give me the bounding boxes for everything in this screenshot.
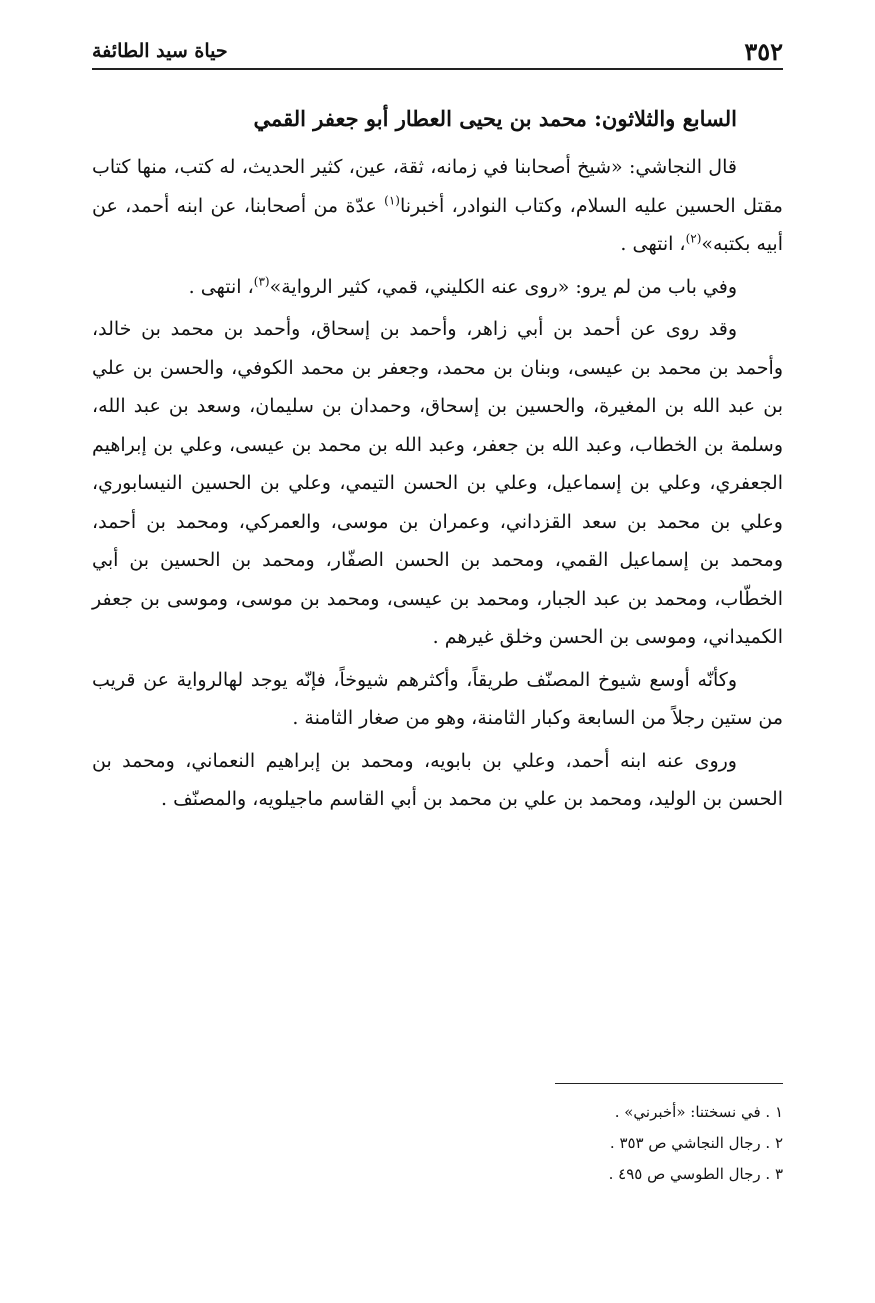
p1-text-c: ، انتهى .: [620, 233, 686, 255]
footnote-2: ٢ . رجال النجاشي ص ٣٥٣ .: [609, 1134, 783, 1152]
paragraph-students: وروى عنه ابنه أحمد، وعلي بن بابويه، ومحمد بن إبراهيم النعماني، ومحمد بن الحسن بن الوليد، ومحمد بن علي بن محمد بن أبي القاسم ماجيلويه، والمصنّف .: [92, 749, 783, 810]
page-number: ٣٥٢: [744, 36, 783, 66]
footnotes: [92, 1097, 783, 1190]
p2-text-a: وفي باب من لم يرو: «روى عنه الكليني، قمي، كثير الرواية»: [269, 275, 737, 298]
footnote-3: ٣ . رجال الطوسي ص ٤٩٥ .: [608, 1165, 783, 1183]
paragraph-najashi-quote: [92, 148, 783, 264]
footnote-separator: [555, 1083, 783, 1084]
section-heading: السابع والثلاثون: محمد بن يحيى العطار أبو جعفر القمي: [253, 106, 737, 131]
footnote-1: ١ . في نسختنا: «أخبرني» .: [614, 1103, 783, 1121]
running-header: [92, 34, 783, 70]
paragraph-assessment: وكأنّه أوسع شيوخ المصنّف طريقاً، وأكثرهم شيوخاً، فإنّه يوجد لهالرواية عن قريب من ستين رجلاً من السابعة وكبار الثامنة، وهو من صغار الثامنة .: [92, 668, 783, 729]
paragraph-teachers: وقد روى عن أحمد بن أبي زاهر، وأحمد بن إسحاق، وأحمد بن محمد بن خالد، وأحمد بن محمد بن عيسى، وبنان بن محمد، وجعفر بن محمد الكوفي، والحسن بن علي بن عبد الله بن المغيرة، والحسين بن إسحاق، وحمدان بن سليمان، وسعد بن عبد الله، وسلمة بن الخطاب، وعبد الله بن جعفر، وعبد الله بن محمد بن عيسى، وعلي بن إبراهيم الجعفري، وعلي بن إسماعيل، وعلي بن الحسن التيمي، وعلي بن الحسين النيسابوري، وعلي بن محمد بن سعد القزداني، وعمران بن موسى، والعمركي، ومحمد بن أحمد، ومحمد بن إسماعيل القمي، ومحمد بن الحسن الصفّار، ومحمد بن الحسين بن أبي الخطّاب، ومحمد بن عبد الجبار، ومحمد بن عيسى، ومحمد بن موسى، وموسى بن جعفر الكميداني، وموسى بن الحسن وخلق غيرهم .: [92, 318, 783, 648]
running-title: حياة سيد الطائفة: [92, 40, 228, 62]
p1-text-b: عدّة من أصحابنا، عن ابنه أحمد، عن أبيه بكتبه»: [92, 194, 783, 255]
p1-text-a: قال النجاشي: «شيخ أصحابنا في زمانه، ثقة، عين، كثير الحديث، له كتب، منها كتاب مقتل الحسين عليه السلام، وكتاب النوادر، أخبرنا: [92, 156, 783, 217]
footnote-ref-3: (٣): [253, 274, 270, 289]
main-text: [92, 88, 783, 823]
footnote-ref-1: (١): [384, 193, 400, 208]
paragraph-tusi-quote: [92, 268, 783, 307]
footnote-ref-2: (٢): [685, 231, 702, 246]
p2-text-b: ، انتهى .: [188, 275, 254, 298]
